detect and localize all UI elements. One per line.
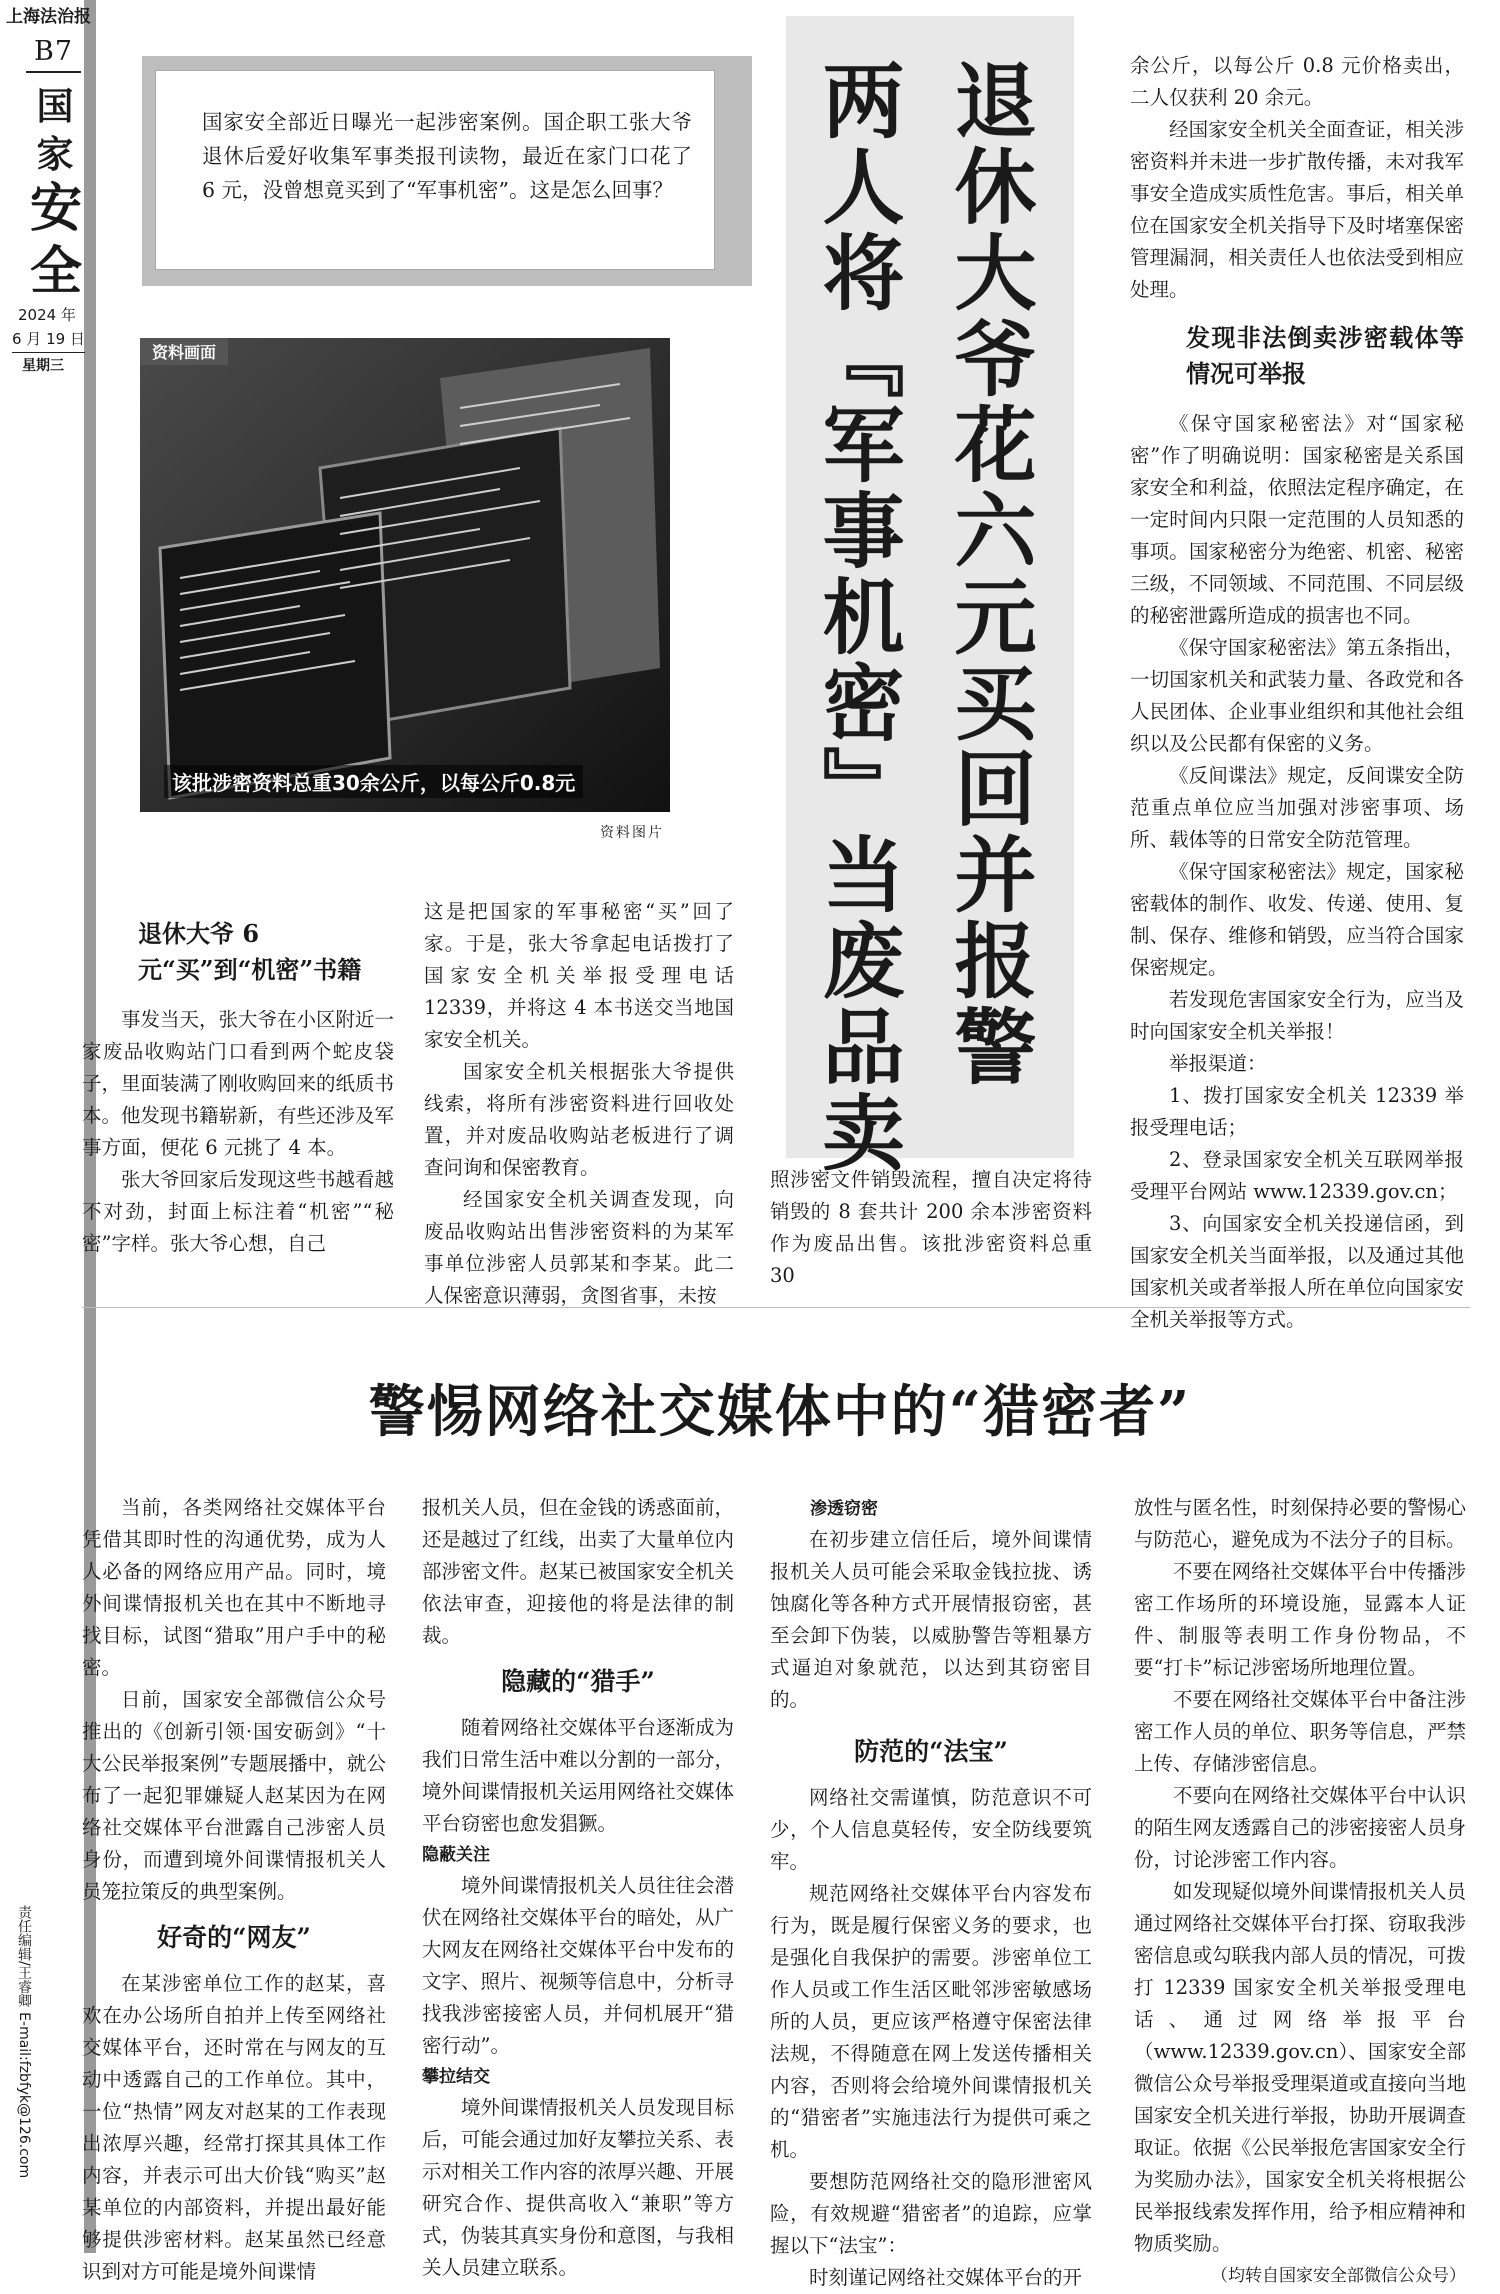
- paragraph: 如发现疑似境外间谍情报机关人员通过网络社交媒体平台打探、窃取我涉密信息或勾联我内部人员的情况，可拨打 12339 国家安全机关举报受理电话、通过网络举报平台（www.12339.gov.cn）、国家安全部微信公众号举报受理渠道或直接向当地国家安全机关进行举报，协助开展调查取证。依据《公民举报危害国家安全行为奖励办法》，国家安全机关将根据公民举报线索发挥作用，给予相应精神和物质奖励。: [1134, 1880, 1466, 2255]
- story1-column-2: [424, 896, 734, 1312]
- headline-story-2: 警惕网络社交媒体中的“猎密者”: [368, 1379, 1192, 1445]
- paragraph: 张大爷回家后发现这些书越看越不对劲，封面上标注着“机密”“秘密”字样。张大爷心想，自己: [82, 1168, 395, 1255]
- story2-column-3: [770, 1494, 1092, 2294]
- section-char: 安: [30, 178, 83, 240]
- paragraph: 随着网络社交媒体平台逐渐成为我们日常生活中难以分割的一部分，境外间谍情报机关运用网络社交媒体平台窃密也愈发猖獗。: [422, 1716, 735, 1835]
- photo-credit: 资料图片: [600, 825, 664, 841]
- paragraph: 若发现危害国家安全行为，应当及时向国家安全机关举报！: [1130, 988, 1464, 1043]
- paragraph: 境外间谍情报机关人员往往会潜伏在网络社交媒体平台的暗处，从广大网友在网络社交媒体平台中发布的文字、照片、视频等信息中，分析寻找我涉密接密人员，并伺机展开“猎密行动”。: [422, 1874, 735, 2057]
- paragraph: 网络社交需谨慎，防范意识不可少，个人信息莫轻传，安全防线要筑牢。: [770, 1786, 1092, 1873]
- source-note: （均转自国家安全部微信公众号）: [1211, 2266, 1466, 2286]
- paper-name: 上海法治报: [6, 7, 91, 27]
- minihead-infiltration: 渗透窃密: [810, 1499, 878, 1519]
- paragraph: 《反间谍法》规定，反间谍安全防范重点单位应当加强对涉密事项、场所、载体等的日常安全防范管理。: [1130, 764, 1464, 851]
- paragraph: 在某涉密单位工作的赵某，喜欢在办公场所自拍并上传至网络社交媒体平台，还时常在与网友的互动中透露自己的工作单位。其中，一位“热情”网友对赵某的工作表现出浓厚兴趣，经常打探其具体工作内容，并表示可出大价钱“购买”赵某单位的内部资料，并提出最好能够提供涉密材料。赵某虽然已经意识到对方可能是境外间谍情: [82, 1972, 386, 2283]
- date-year: 2024 年: [18, 306, 76, 324]
- section-char: 国: [36, 84, 74, 128]
- paragraph: 《保守国家秘密法》第五条指出，一切国家机关和武装力量、各政党和各人民团体、企业事业组织和其他社会组织以及公民都有保密的义务。: [1130, 636, 1464, 755]
- section-divider: [82, 1307, 1470, 1308]
- story2-column-4: [1134, 1492, 1466, 2292]
- paragraph: 2、登录国家安全机关互联网举报受理平台网站 www.12339.gov.cn；: [1130, 1148, 1464, 1203]
- paragraph: 经国家安全机关全面查证，相关涉密资料并未进一步扩散传播，未对我军事安全造成实质性危害。事后，相关单位在国家安全机关指导下及时堵塞保密管理漏洞，相关责任人也依法受到相应处理。: [1130, 118, 1464, 301]
- story1-column-4: [1130, 50, 1464, 1336]
- lead-paragraph: 国家安全部近日曝光一起涉密案例。国企职工张大爷退休后爱好收集军事类报刊读物，最近在家门口花了 6 元，没曾想竟买到了“军事机密”。这是怎么回事？: [155, 70, 715, 270]
- story2-column-2: [422, 1492, 734, 2284]
- paragraph: 要想防范网络社交的隐形泄密风险，有效规避“猎密者”的追踪，应掌握以下“法宝”：: [770, 2170, 1092, 2257]
- paragraph: 事发当天，张大爷在小区附近一家废品收购站门口看到两个蛇皮袋子，里面装满了刚收购回来的纸质书本。他发现书籍崭新，有些还涉及军事方面，便花 6 元挑了 4 本。: [82, 1008, 395, 1159]
- paragraph: 日前，国家安全部微信公众号推出的《创新引领·国安砺剑》“十大公民举报案例”专题展播中，就公布了一起犯罪嫌疑人赵某因为在网络社交媒体平台泄露自己涉密人员身份，而遭到境外间谍情报机关人员笼拉策反的典型案例。: [82, 1688, 386, 1903]
- section-name: [30, 82, 83, 303]
- section-char: 家: [36, 132, 74, 177]
- story1-column-1: [82, 1004, 394, 1260]
- photo-caption: 该批涉密资料总重30余公斤，以每公斤0.8元: [164, 765, 583, 798]
- paragraph: 这是把国家的军事秘密“买”回了家。于是，张大爷拿起电话拨打了国家安全机关举报受理电话 12339，并将这 4 本书送交当地国家安全机关。: [424, 900, 734, 1051]
- paragraph: 不要在网络社交媒体平台中备注涉密工作人员的单位、职务等信息，严禁上传、存储涉密信息。: [1134, 1688, 1466, 1775]
- section-char: 全: [30, 240, 83, 302]
- paragraph: 规范网络社交媒体平台内容发布行为，既是履行保密义务的要求，也是强化自我保护的需要。涉密单位工作人员或工作生活区毗邻涉密敏感场所的人员，更应该严格遵守保密法律法规，不得随意在网上发送传播相关内容，否则将会给境外间谍情报机关的“猎密者”实施违法行为提供可乘之机。: [770, 1882, 1092, 2161]
- paragraph: 在初步建立信任后，境外间谍情报机关人员可能会采取金钱拉拢、诱蚀腐化等各种方式开展情报窃密，甚至会卸下伪装，以威胁警告等粗暴方式逼迫对象就范，以达到其窃密目的。: [770, 1528, 1092, 1711]
- paragraph: 时刻谨记网络社交媒体平台的开: [809, 2266, 1083, 2289]
- subhead-2: 发现非法倒卖涉密载体等情况可举报: [1186, 323, 1464, 388]
- minihead-befriend: 攀拉结交: [422, 2067, 490, 2087]
- subhead-hidden-hunter: 隐藏的“猎手”: [501, 1667, 655, 1696]
- paragraph: 3、向国家安全机关投递信函，到国家安全机关当面举报，以及通过其他国家机关或者举报人所在单位向国家安全机关举报等方式。: [1130, 1212, 1464, 1331]
- paragraph: 境外间谍情报机关人员发现目标后，可能会通过加好友攀拉关系、表示对相关工作内容的浓厚兴趣、开展研究合作、提供高收入“兼职”等方式，伪装其真实身份和意图，与我相关人员建立联系。: [422, 2096, 735, 2279]
- paragraph: 《保守国家秘密法》对“国家秘密”作了明确说明：国家秘密是关系国家安全和利益，依照法定程序确定，在一定时间内只限一定范围的人员知悉的事项。国家秘密分为绝密、机密、秘密三级，不同领域、不同范围、不同层级的秘密泄露所造成的损害也不同。: [1130, 412, 1464, 627]
- subhead-1: 退休大爷 6 元“买”到“机密”书籍: [138, 919, 362, 984]
- story2-column-1: [82, 1492, 386, 2288]
- paragraph: 1、拨打国家安全机关 12339 举报受理电话；: [1130, 1084, 1464, 1139]
- paragraph: 放性与匿名性，时刻保持必要的警惕心与防范心，避免成为不法分子的目标。: [1134, 1496, 1466, 1551]
- editor-credit: 责任编辑/王睿卿 E-mail:fzbfyk@126.com: [16, 1905, 32, 2179]
- paragraph: 不要在网络社交媒体平台中传播涉密工作场所的环境设施，显露本人证件、制服等表明工作身份物品，不要“打卡”标记涉密场所地理位置。: [1134, 1560, 1466, 1679]
- paragraph: 照涉密文件销毁流程，擅自决定将待销毁的 8 套共计 200 余本涉密资料作为废品出售。该批涉密资料总重 30: [770, 1168, 1092, 1287]
- subhead-curious-netfriend: 好奇的“网友”: [157, 1923, 311, 1952]
- headline-line-2: 两人将『军事机密』当废品卖: [809, 58, 905, 1176]
- photo-illustration: [140, 338, 670, 812]
- story-photo: [140, 338, 670, 812]
- story1-column-3: [770, 1164, 1092, 1292]
- paragraph: 举报渠道：: [1169, 1052, 1267, 1075]
- page-number: B7: [34, 36, 74, 67]
- paragraph: 当前，各类网络社交媒体平台凭借其即时性的沟通优势，成为人人必备的网络应用产品。同时，境外间谍情报机关也在其中不断地寻找目标，试图“猎取”用户手中的秘密。: [82, 1496, 386, 1679]
- paragraph: 经国家安全机关调查发现，向废品收购站出售涉密资料的为某军事单位涉密人员郭某和李某。此二人保密意识薄弱，贪图省事，未按: [424, 1188, 734, 1307]
- subhead-magic-weapon: 防范的“法宝”: [854, 1737, 1008, 1766]
- paragraph: 不要向在网络社交媒体平台中认识的陌生网友透露自己的涉密接密人员身份，讨论涉密工作内容。: [1134, 1784, 1466, 1871]
- minihead-hidden-follow: 隐蔽关注: [422, 1845, 490, 1865]
- headline-line-1: 退休大爷花六元买回并报警: [941, 58, 1037, 1090]
- paragraph: 国家安全机关根据张大爷提供线索，将所有涉密资料进行回收处置，并对废品收购站老板进行了调查问询和保密教育。: [424, 1060, 734, 1179]
- photo-tag: 资料画面: [140, 338, 228, 365]
- paragraph: 报机关人员，但在金钱的诱惑面前，还是越过了红线，出卖了大量单位内部涉密文件。赵某已被国家安全机关依法审查，迎接他的将是法律的制裁。: [422, 1496, 735, 1647]
- paragraph: 《保守国家秘密法》规定，国家秘密载体的制作、收发、传递、使用、复制、保存、维修和销毁，应当符合国家保密规定。: [1130, 860, 1464, 979]
- date-month-day: 6 月 19 日: [12, 328, 85, 353]
- date-weekday: 星期三: [22, 358, 64, 374]
- paragraph: 余公斤，以每公斤 0.8 元价格卖出，二人仅获利 20 余元。: [1130, 54, 1464, 109]
